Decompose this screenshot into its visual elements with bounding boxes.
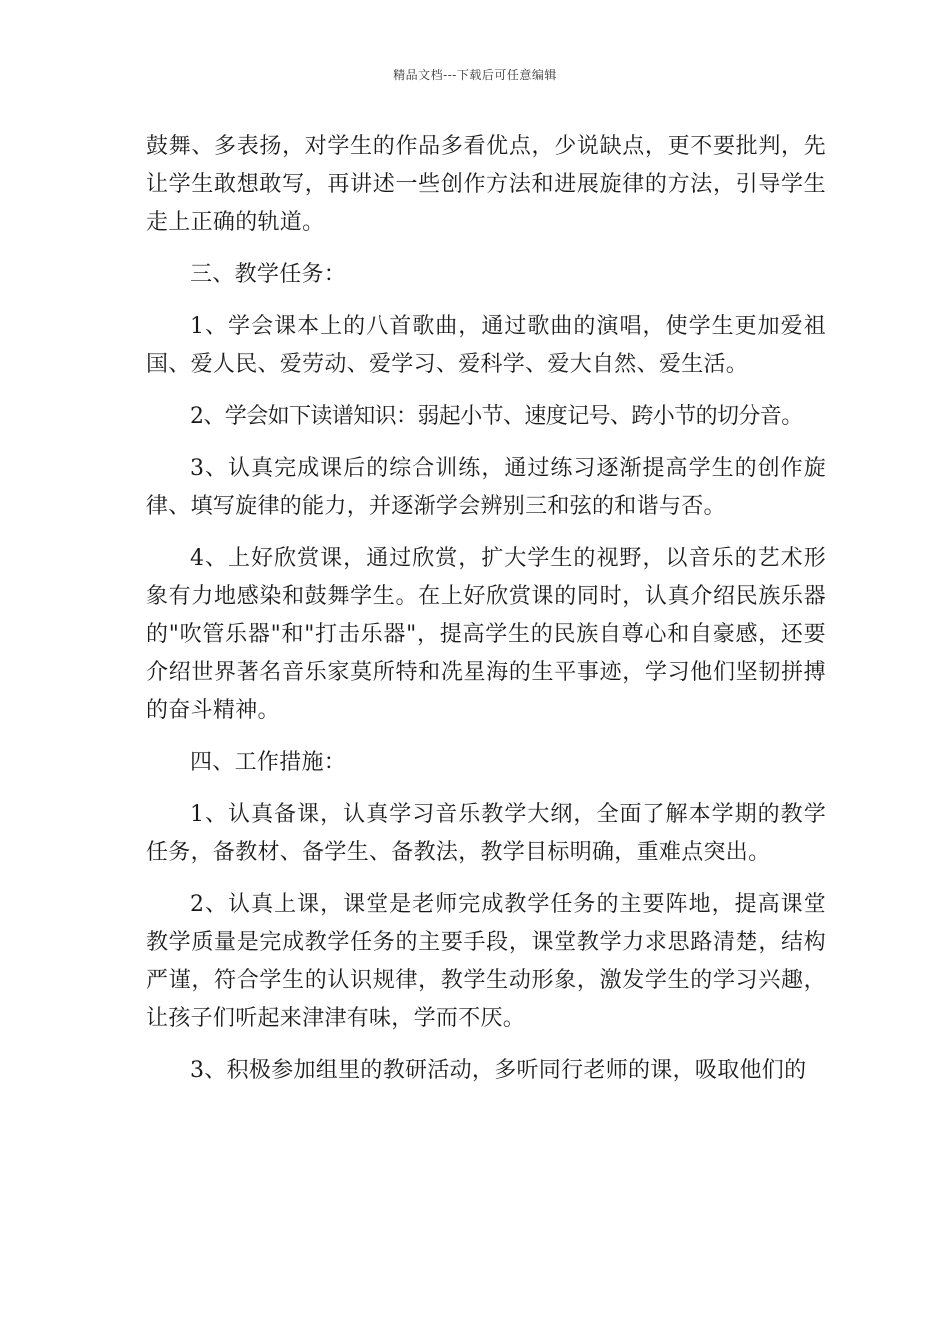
paragraph-continuation: 鼓舞、多表扬，对学生的作品多看优点，少说缺点，更不要批判，先让学生敢想敢写，再讲述一些创作方法和进展旋律的方法，引导学生走上正确的轨道。 xyxy=(146,134,826,235)
paragraph-measure-2: 2、认真上课，课堂是老师完成教学任务的主要阵地，提高课堂教学质量是完成教学任务的主要手段，课堂教学力求思路清楚，结构严谨，符合学生的认识规律，教学生动形象，激发学生的学习兴趣，让孩子们听起来津津有味，学而不厌。 xyxy=(146,892,826,1031)
paragraph-task-2: 2、学会如下读谱知识：弱起小节、速度记号、跨小节的切分音。 xyxy=(190,404,803,429)
page-header: 精品文档---下载后可任意编辑 xyxy=(393,68,557,82)
section-heading-teaching-tasks: 三、教学任务： xyxy=(190,262,347,287)
paragraph-measure-1: 1、认真备课，认真学习音乐教学大纲，全面了解本学期的教学任务，备教材、备学生、备教法，教学目标明确，重难点突出。 xyxy=(146,802,826,865)
paragraph-task-1: 1、学会课本上的八首歌曲，通过歌曲的演唱，使学生更加爱祖国、爱人民、爱劳动、爱学习、爱科学、爱大自然、爱生活。 xyxy=(146,314,826,377)
section-heading-work-measures: 四、工作措施： xyxy=(190,750,347,775)
paragraph-measure-3: 3、积极参加组里的教研活动，多听同行老师的课，吸取他们的 xyxy=(190,1058,807,1083)
paragraph-task-4: 4、上好欣赏课，通过欣赏，扩大学生的视野，以音乐的艺术形象有力地感染和鼓舞学生。在上好欣赏课的同时，认真介绍民族乐器的"吹管乐器"和"打击乐器"，提高学生的民族自尊心和自豪感，还要介绍世界著名音乐家莫所特和冼星海的生平事迹，学习他们坚韧拼搏的奋斗精神。 xyxy=(146,546,826,723)
paragraph-task-3: 3、认真完成课后的综合训练，通过练习逐渐提高学生的创作旋律、填写旋律的能力，并逐渐学会辨别三和弦的和谐与否。 xyxy=(146,456,826,519)
document-body xyxy=(146,128,826,1090)
